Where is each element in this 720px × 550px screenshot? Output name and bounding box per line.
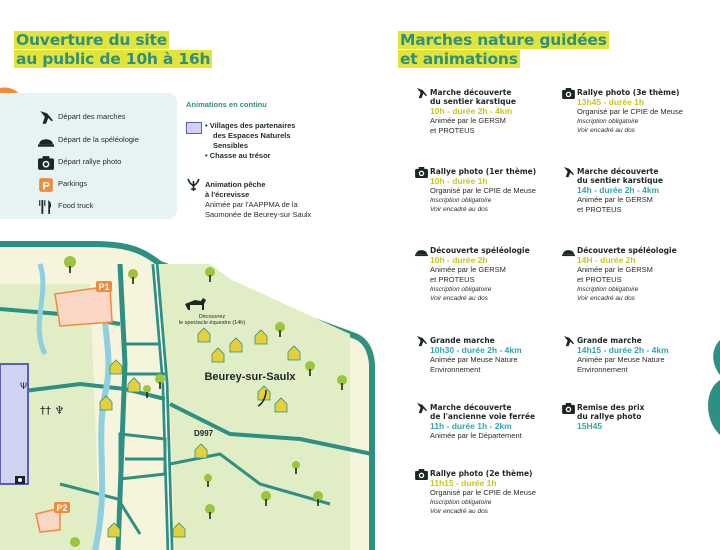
animations-title: Animations en continu (186, 100, 267, 109)
site-map (0, 224, 380, 550)
crayfish-icon (187, 178, 200, 192)
cutlery-icon (38, 200, 54, 214)
event-card: Rallye photo (1er thème) 10h - durée 1h Organisé par le CPIE de Meuse Inscription obligatoire Voir encadré au dos (430, 167, 580, 214)
villages-text: • Villages des partenaires des Espaces Naturels Sensibles • Chasse au trésor (205, 121, 296, 160)
show-label-1: Découvrez (198, 314, 226, 320)
leaf-decoration-right-icon (700, 330, 720, 440)
parking-label-p2: P2 (56, 503, 68, 513)
hiker-icon (415, 88, 428, 99)
hiker-icon (562, 167, 575, 178)
village-zone-icon (186, 122, 202, 134)
camera-icon (38, 156, 54, 170)
show-label-2: le spectacle équestre (14h) (178, 320, 246, 326)
hiker-icon (415, 403, 428, 414)
event-card: Marche découverte de l'ancienne voie ferrée 11h - durée 1h - 2km Animée par le Département (430, 403, 580, 441)
parking-icon (38, 178, 54, 192)
event-card: Remise des prix du rallye photo 15H45 (577, 403, 720, 431)
svg-text:†† ♆: †† ♆ (40, 404, 65, 417)
event-card: Marche découverte du sentier karstique 10h - durée 2h - 4km Animée par le GERSM et PROTEUS (430, 88, 580, 136)
parking-label-p1: P1 (98, 282, 110, 292)
map-legend: Départ des marches Départ de la spéléologie Départ rallye photo P Parkings Food truck (0, 93, 177, 219)
svg-text:P: P (42, 180, 50, 192)
town-label: Beurey-sur-Saulx (204, 371, 296, 383)
helmet-icon (38, 134, 54, 148)
road-label: D997 (194, 429, 214, 438)
camera-icon (562, 403, 575, 414)
event-card: Découverte spéléologie 10h - durée 2h Animée par le GERSM et PROTEUS Inscription obligatoire Voir encadré au dos (430, 246, 580, 303)
event-card: Rallye photo (3e thème) 13h45 - durée 1h Organisé par le CPIE de Meuse Inscription obligatoire Voir encadré au dos (577, 88, 720, 135)
hiker-icon (415, 336, 428, 347)
camera-icon (562, 88, 575, 99)
helmet-icon (562, 246, 575, 257)
fishing-text: Animation pêche à l'écrevisse Animée par l'AAPPMA de la Saumonée de Beurey-sur Saulx (205, 180, 312, 219)
hiker-icon (562, 336, 575, 347)
event-card: Découverte spéléologie 14H - durée 2h Animée par le GERSM et PROTEUS Inscription obligatoire Voir encadré au dos (577, 246, 720, 303)
event-card: Grande marche 14h15 - durée 2h - 4km Animée par Meuse Nature Environnement (577, 336, 720, 375)
svg-text:Ψ: Ψ (20, 382, 28, 392)
hiker-icon (38, 111, 54, 125)
camera-icon (415, 167, 428, 178)
opening-heading: Ouverture du site au public de 10h à 16h (16, 31, 211, 68)
event-card: Marche découverte du sentier karstique 14h - durée 2h - 4km Animée par le GERSM et PROTEUS (577, 167, 720, 215)
event-card: Grande marche 10h30 - durée 2h - 4km Animée par Meuse Nature Environnement (430, 336, 580, 375)
camera-icon (415, 469, 428, 480)
event-card: Rallye photo (2e thème) 11h15 - durée 1h Organisé par le CPIE de Meuse Inscription obligatoire Voir encadré au dos (430, 469, 580, 516)
helmet-icon (415, 246, 428, 257)
program-heading: Marches nature guidées et animations (400, 31, 607, 68)
